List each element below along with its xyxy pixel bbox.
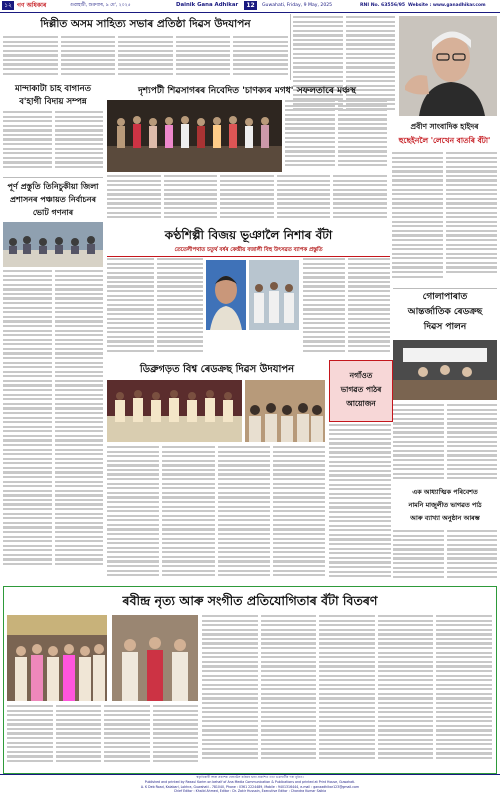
imprint-line-2: Published and printed by Rezaul Karim on behalf of Ana Media Communication & Publications and printed at Print House, Guwahati. (144, 779, 356, 784)
page-number-center: 12 (244, 1, 257, 10)
website[interactable]: Website : www.ganadhikar.com (408, 3, 486, 8)
paper-name: Dainik Gana Adhikar (176, 2, 239, 8)
imprint-line-4: Chief Editor : Khalid Ahmed, Editor : Dr. Zakir Hussain, Executive Editor : Chandra Kumar Saikia (173, 789, 327, 794)
audience-scene (245, 380, 325, 442)
paper-logo: গণ অধিকাৰ (17, 2, 47, 9)
photo-dibrugarh-audience (245, 380, 325, 442)
article-body-mandakata (3, 111, 103, 175)
headline-line-1: গোলাপাৰাত (422, 292, 468, 302)
stage-figures (107, 100, 282, 172)
article-body-dibrugarh (107, 446, 325, 582)
article-body-golaghat (393, 404, 497, 484)
headline-line-1: এক আধ্যাত্মিক পৰিবেশত (412, 488, 478, 496)
portrait-figure (399, 16, 497, 116)
article-body-haider (392, 152, 497, 286)
headline-line-2: হুছেইনলৈ 'লেখেন বাতৰি বঁটা' (398, 136, 491, 145)
photo-bijoy-bhuyan (206, 260, 246, 330)
rabindra-competition-box (3, 586, 497, 774)
article-body-bijoy-right (303, 258, 390, 358)
headline-mandakata: মান্দাকাটা চাহ বাগানত ব'হাগী বিদায় সম্পন্ন (14, 84, 92, 107)
headline-line-1: প্ৰবীণ সাংবাদিক হাইদৰ (410, 122, 479, 131)
headline-golaghat-redcross (393, 290, 497, 336)
headline-line-3: আয়োজন (346, 399, 376, 408)
headline-line-3: দিৱস পালন (423, 322, 467, 332)
date-english: Guwahati, Friday, 9 May, 2025 (262, 3, 333, 8)
photo-golaghat-redcross (393, 340, 497, 400)
photo-rabindra-winners-2 (112, 615, 198, 701)
headline-nagaon-bhagawat (330, 369, 392, 411)
singer-portrait (206, 260, 246, 330)
headline-line-1: নগাঁওত (349, 371, 373, 380)
article-body-delhi (3, 36, 288, 80)
photo-haider-hussain (399, 16, 497, 116)
article-body-rabindra-left (7, 705, 198, 767)
headline-line-2: ভাগৱত পাঠৰ (340, 385, 382, 394)
article-body-nagaon (329, 424, 391, 584)
headline-line-2: আন্তৰ্জাতিক ৰেডক্ৰছ (407, 307, 483, 317)
headline-line-2: নামনি মাজুলীত ভাগৱত পাঠ (408, 501, 482, 509)
event-stage (107, 380, 242, 442)
photo-dibrugarh-event (107, 380, 242, 442)
photo-bihu-committee (249, 260, 299, 330)
masthead (0, 0, 500, 13)
article-body-tinsukia (3, 270, 103, 570)
article-body-majuli (393, 530, 497, 580)
headline-majuli-bhagawat (393, 486, 497, 528)
headline-tinsukia-panchayat: পূৰ্ণ প্ৰস্তুতি তিনিচুকীয়া জিলা প্ৰশাসনৰ পঞ্চায়ত নিৰ্বাচনৰ ভোট গণনাৰ (7, 182, 99, 217)
subhead-bihu-festival: তেতেলীপথাত চতুৰ্থ বৰ্ষৰ কেন্দ্ৰীয় বজালী বিহু উৎসৱত ব্যাপক প্ৰস্তুতি (174, 247, 323, 253)
imprint-footer (0, 774, 500, 795)
headline-dibrugarh-redcross: ডিব্ৰুগড়ত বিশ্ব ৰেডক্ৰছ দিৱস উদযাপন (139, 364, 295, 375)
date-assamese: গুৱাহাটী, শুক্ৰবাৰ, ৯ মে', ২০২৫ (70, 3, 131, 8)
article-body-drama-right (285, 100, 387, 172)
page-number-left: ১২ (2, 1, 14, 10)
imprint-line-1: স্বত্বাধিকাৰী আৰু প্ৰকাশক ৰেজাউল কৰিমৰ দ্বাৰা প্ৰকাশিত তথা গুৱাহাটীৰ পৰা মুদ্ৰিত। (196, 775, 304, 779)
headline-line-3: আৰু ব্যাখ্যা অনুষ্ঠান আৰম্ভ (410, 514, 480, 522)
photo-rabindra-winners-1 (7, 615, 107, 701)
nagaon-bhagawat-box (329, 360, 393, 422)
headline-rabindra-competition: ৰবীন্দ্ৰ নৃত্য আৰু সংগীত প্ৰতিযোগিতাৰ বঁটা বিতৰণ (122, 593, 378, 608)
article-body-rabindra-main (202, 615, 492, 767)
meeting-scene (3, 222, 103, 267)
winners-group (7, 615, 107, 701)
headline-chanakya-magadh: দৃশ্যপটী শিৱসাগৰৰ নিবেদিত 'চাণক্যৰ মগধ' সফলতাৰে মঞ্চস্থ (138, 86, 356, 96)
article-body-bijoy-left (107, 258, 203, 358)
article-body-drama-below (107, 175, 387, 223)
award-ceremony (112, 615, 198, 701)
rni-number: RNI No. 63556/95 (360, 3, 406, 8)
headline-haider-hussain-award (392, 120, 497, 148)
photo-drama-stage (107, 100, 282, 172)
photo-tinsukia-meeting (3, 222, 103, 267)
imprint-line-3: A. K Deb Road, Kalabari, Lokhra, Guwahati - 781040, Phone : 0361 2224489, Mobile : 9401316444, e-mail : ganaadhikar123@gmail.com (140, 784, 360, 789)
headline-bijoy-bhuyan-award: কণ্ঠশিল্পী বিজয় ভূঞালৈ নিশাৰ বঁটা (164, 228, 333, 242)
redcross-event (393, 340, 497, 400)
headline-delhi-sahitya-sabha: দিল্লীত অসম সাহিত্য সভাৰ প্ৰতিষ্ঠা দিৱস উদযাপন (40, 18, 251, 30)
committee-group (249, 260, 299, 330)
